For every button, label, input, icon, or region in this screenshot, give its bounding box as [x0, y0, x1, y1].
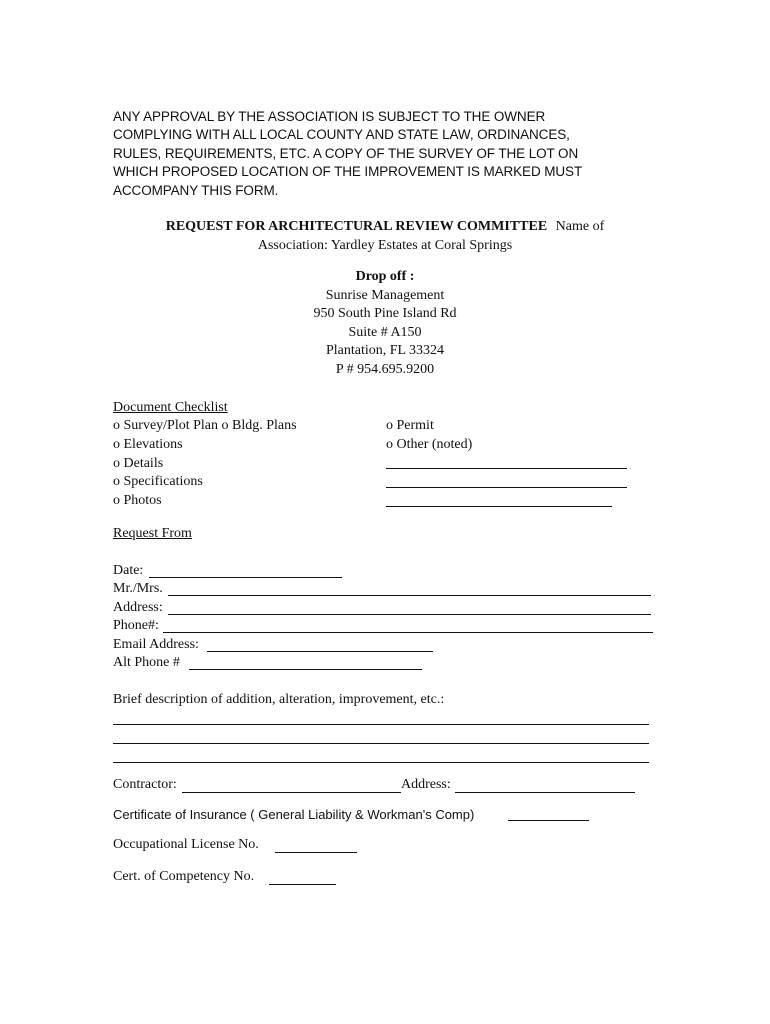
- description-line-2[interactable]: [113, 743, 649, 744]
- form-title: REQUEST FOR ARCHITECTURAL REVIEW COMMITTEE: [165, 219, 548, 234]
- form-title-row: [0, 219, 770, 235]
- checklist-item-photos[interactable]: o Photos: [113, 493, 162, 508]
- phone-label: Phone#:: [113, 618, 159, 633]
- notice-line: WHICH PROPOSED LOCATION OF THE IMPROVEMENT IS MARKED MUST: [113, 164, 583, 180]
- notice-block: [113, 108, 653, 200]
- notice-line: ANY APPROVAL BY THE ASSOCIATION IS SUBJECT TO THE OWNER: [113, 109, 546, 124]
- description-line-1[interactable]: [113, 724, 649, 725]
- dropoff-street: 950 South Pine Island Rd: [313, 306, 457, 321]
- insurance-label: Certificate of Insurance ( General Liability & Workman's Comp): [113, 807, 475, 822]
- date-field[interactable]: [149, 577, 342, 578]
- date-label: Date:: [113, 563, 144, 578]
- notice-line: ACCOMPANY THIS FORM.: [113, 182, 279, 198]
- checklist-item-details[interactable]: o Details: [113, 456, 164, 471]
- dropoff-label: Drop off :: [355, 269, 415, 284]
- other-note-line-3[interactable]: [386, 506, 612, 507]
- other-note-line-1[interactable]: [386, 468, 627, 469]
- checklist-item-elevations[interactable]: o Elevations: [113, 437, 183, 452]
- contractor-address-label: Address:: [401, 777, 451, 792]
- competency-label: Cert. of Competency No.: [113, 869, 255, 884]
- phone-field[interactable]: [163, 632, 653, 633]
- dropoff-suite: Suite # A150: [348, 325, 422, 340]
- email-label: Email Address:: [113, 637, 199, 652]
- contractor-field[interactable]: [182, 792, 401, 793]
- notice-line: RULES, REQUIREMENTS, ETC. A COPY OF THE SURVEY OF THE LOT ON: [113, 145, 579, 161]
- checklist-heading: Document Checklist: [113, 400, 228, 415]
- address-label: Address:: [113, 600, 163, 615]
- name-field[interactable]: [168, 595, 651, 596]
- contractor-address-field[interactable]: [455, 792, 635, 793]
- other-note-line-2[interactable]: [386, 487, 627, 488]
- name-label: Mr./Mrs.: [113, 581, 163, 596]
- name-of-label: Name of: [555, 219, 605, 234]
- dropoff-company: Sunrise Management: [325, 288, 445, 303]
- address-field[interactable]: [168, 614, 651, 615]
- checklist-item-other[interactable]: o Other (noted): [386, 437, 473, 452]
- dropoff-phone: P # 954.695.9200: [335, 362, 435, 377]
- request-from-heading: Request From: [113, 526, 192, 541]
- contractor-label: Contractor:: [113, 777, 177, 792]
- dropoff-city: Plantation, FL 33324: [325, 343, 445, 358]
- checklist-item-permit[interactable]: o Permit: [386, 418, 434, 433]
- alt-phone-field[interactable]: [189, 669, 422, 670]
- checklist-item-specifications[interactable]: o Specifications: [113, 474, 203, 489]
- insurance-field[interactable]: [508, 820, 589, 821]
- email-field[interactable]: [207, 651, 433, 652]
- description-line-3[interactable]: [113, 762, 649, 763]
- competency-field[interactable]: [269, 884, 336, 885]
- license-label: Occupational License No.: [113, 837, 259, 852]
- checklist-item-survey-bldg[interactable]: o Survey/Plot Plan o Bldg. Plans: [113, 418, 297, 433]
- alt-phone-label: Alt Phone #: [113, 655, 180, 670]
- association-name: Association: Yardley Estates at Coral Springs: [257, 238, 513, 253]
- notice-line: COMPLYING WITH ALL LOCAL COUNTY AND STATE LAW, ORDINANCES,: [113, 127, 570, 143]
- description-label: Brief description of addition, alteration, improvement, etc.:: [113, 692, 445, 707]
- license-field[interactable]: [275, 852, 357, 853]
